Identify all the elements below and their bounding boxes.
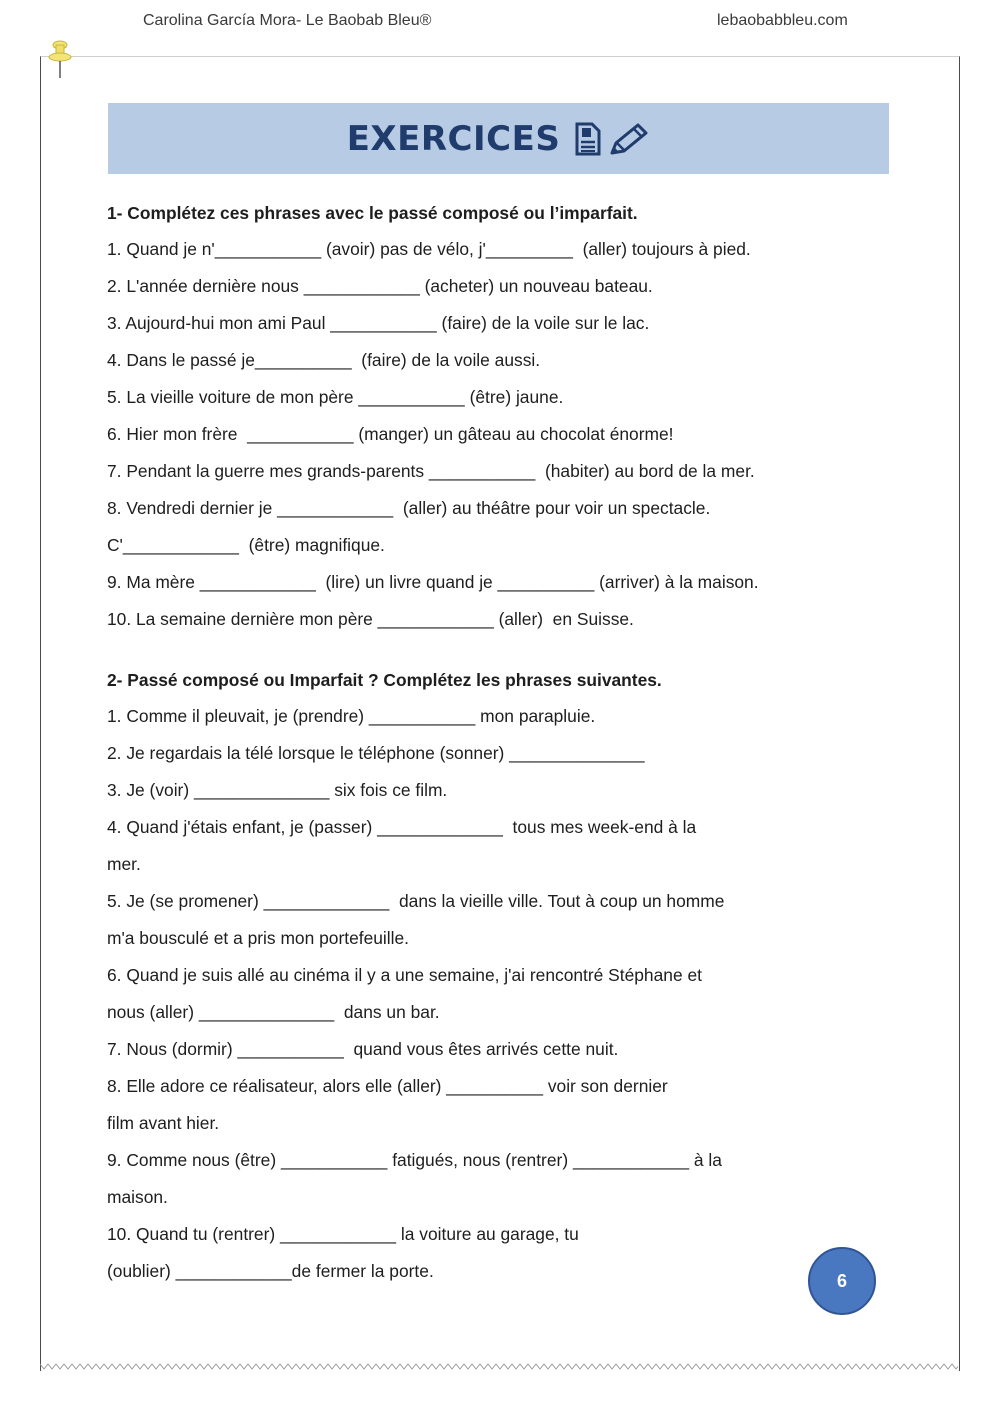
exercise-line: 9. Comme nous (être) ___________ fatigués, nous (rentrer) ____________ à la	[107, 1150, 722, 1170]
exercise-line: 6. Quand je suis allé au cinéma il y a une semaine, j'ai rencontré Stéphane et	[107, 965, 702, 985]
exercise-line: 9. Ma mère ____________ (lire) un livre quand je __________ (arriver) à la maison.	[107, 572, 759, 592]
exercise-line: 3. Aujourd-hui mon ami Paul ___________ (faire) de la voile sur le lac.	[107, 313, 650, 333]
exercise1-heading: 1- Complétez ces phrases avec le passé composé ou l’imparfait.	[107, 203, 638, 223]
exercise1-list	[107, 231, 907, 638]
exercise-line: 10. La semaine dernière mon père ____________ (aller) en Suisse.	[107, 609, 634, 629]
exercise-line: 5. La vieille voiture de mon père ___________ (être) jaune.	[107, 387, 564, 407]
exercise-line: 7. Pendant la guerre mes grands-parents ___________ (habiter) au bord de la mer.	[107, 461, 755, 481]
exercise-line: mer.	[107, 854, 141, 874]
exercise-line: 3. Je (voir) ______________ six fois ce film.	[107, 780, 448, 800]
page-title: EXERCICES	[346, 118, 561, 159]
pushpin-icon	[44, 38, 76, 80]
exercise-line: nous (aller) ______________ dans un bar.	[107, 1002, 440, 1022]
exercise-content	[107, 195, 907, 1290]
exercise-line: (oublier) ____________de fermer la porte.	[107, 1261, 434, 1281]
exercise-line: C'____________ (être) magnifique.	[107, 535, 385, 555]
exercise-line: m'a bousculé et a pris mon portefeuille.	[107, 928, 410, 948]
header-author: Carolina García Mora- Le Baobab Bleu®	[143, 12, 432, 29]
title-banner	[108, 103, 889, 174]
exercise2-list	[107, 698, 907, 1290]
exercise-line: 2. L'année dernière nous ____________ (acheter) un nouveau bateau.	[107, 276, 653, 296]
exercise-line: 1. Comme il pleuvait, je (prendre) ___________ mon parapluie.	[107, 706, 596, 726]
header-website: lebaobabbleu.com	[717, 12, 848, 29]
exercise-line: 8. Elle adore ce réalisateur, alors elle (aller) __________ voir son dernier	[107, 1076, 668, 1096]
exercise-line: 7. Nous (dormir) ___________ quand vous êtes arrivés cette nuit.	[107, 1039, 619, 1059]
exercise-line: 4. Quand j'étais enfant, je (passer) _____________ tous mes week-end à la	[107, 817, 697, 837]
exercise-line: 8. Vendredi dernier je ____________ (aller) au théâtre pour voir un spectacle.	[107, 498, 711, 518]
exercise-line: 10. Quand tu (rentrer) ____________ la voiture au garage, tu	[107, 1224, 579, 1244]
page-number-badge: 6	[808, 1247, 876, 1315]
document-icon	[574, 122, 602, 156]
torn-edge	[40, 1356, 958, 1372]
exercise-line: film avant hier.	[107, 1113, 220, 1133]
exercise-line: 1. Quand je n'___________ (avoir) pas de vélo, j'_________ (aller) toujours à pied.	[107, 239, 751, 259]
exercise-line: 4. Dans le passé je__________ (faire) de la voile aussi.	[107, 350, 541, 370]
exercise-line: 5. Je (se promener) _____________ dans la vieille ville. Tout à coup un homme	[107, 891, 725, 911]
exercise-line: 6. Hier mon frère ___________ (manger) un gâteau au chocolat énorme!	[107, 424, 674, 444]
exercise2-heading: 2- Passé composé ou Imparfait ? Complétez les phrases suivantes.	[107, 670, 662, 690]
pencil-icon	[608, 122, 650, 156]
exercise-line: 2. Je regardais la télé lorsque le téléphone (sonner) ______________	[107, 743, 645, 763]
exercise-line: maison.	[107, 1187, 168, 1207]
